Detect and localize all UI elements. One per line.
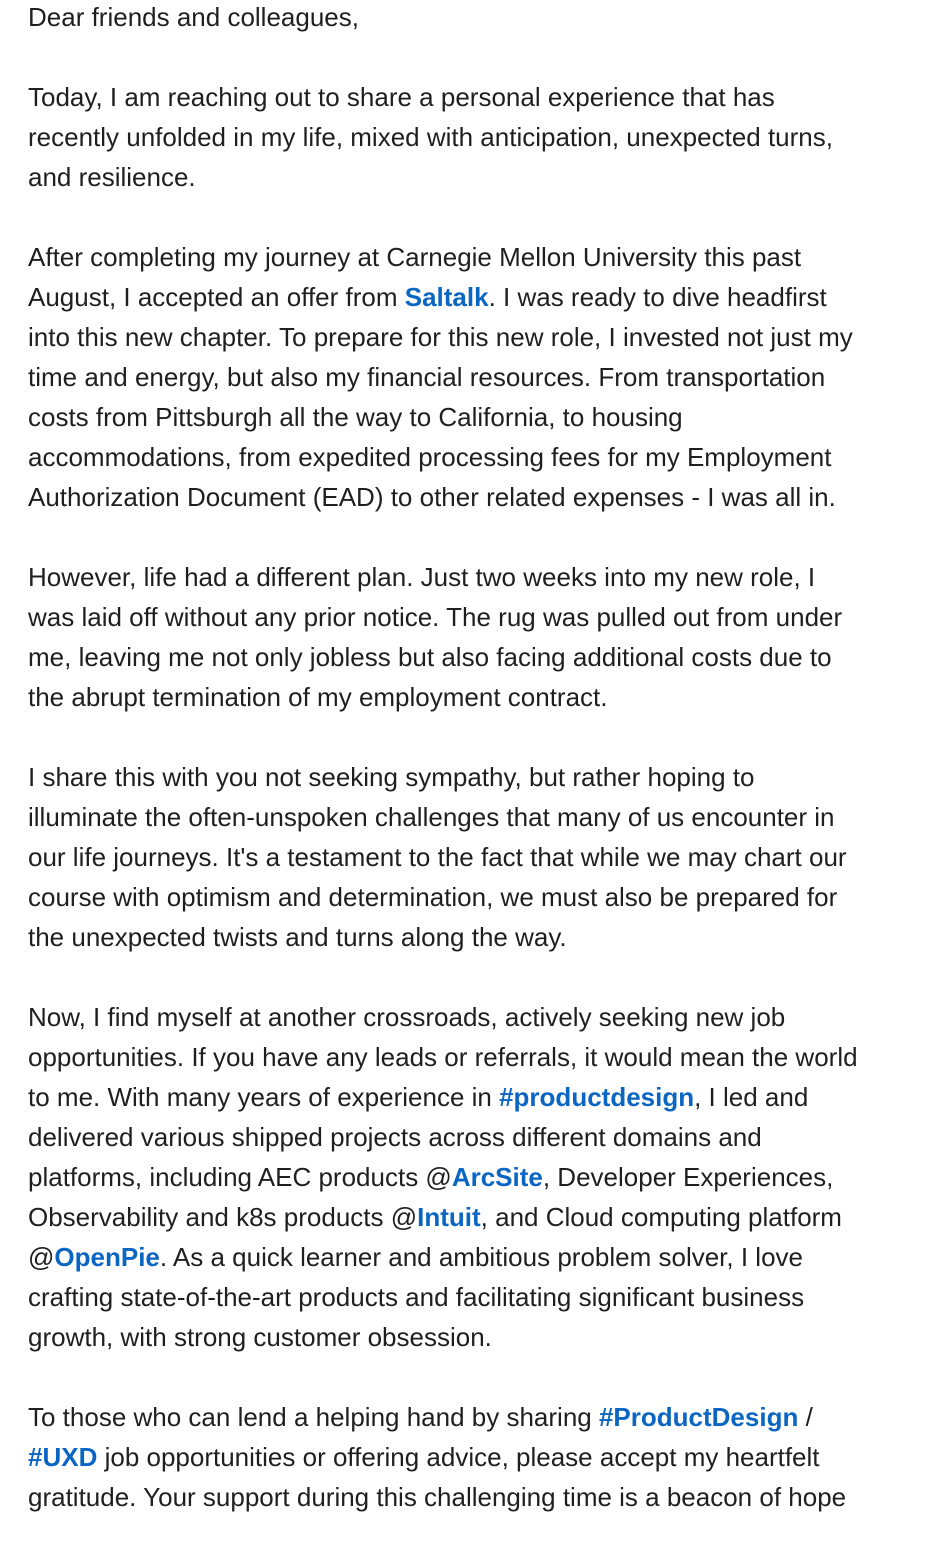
text-line bbox=[28, 1157, 950, 1197]
text-fragment: , Developer Experiences, bbox=[542, 1162, 834, 1192]
text-fragment: , I led and bbox=[694, 1082, 809, 1112]
paragraph-job-seeking bbox=[28, 997, 950, 1357]
hashtag-link-uxd[interactable]: #UXD bbox=[28, 1442, 98, 1472]
text-line: was laid off without any prior notice. The rug was pulled out from under bbox=[28, 602, 843, 632]
paragraph-gratitude bbox=[28, 1397, 950, 1517]
text-line bbox=[28, 1437, 950, 1477]
company-link-intuit[interactable]: Intuit bbox=[417, 1202, 481, 1232]
paragraph-layoff bbox=[28, 557, 950, 717]
text-fragment: Observability and k8s products @ bbox=[28, 1202, 418, 1232]
text-line: I share this with you not seeking sympathy, but rather hoping to bbox=[28, 762, 755, 792]
text-fragment: / bbox=[798, 1402, 813, 1432]
text-line: the abrupt termination of my employment contract. bbox=[28, 682, 608, 712]
text-line: the unexpected twists and turns along the way. bbox=[28, 922, 567, 952]
text-line: Now, I find myself at another crossroads, actively seeking new job bbox=[28, 1002, 786, 1032]
paragraph-intro bbox=[28, 77, 950, 197]
text-line: Authorization Document (EAD) to other related expenses - I was all in. bbox=[28, 482, 836, 512]
text-line: However, life had a different plan. Just two weeks into my new role, I bbox=[28, 562, 816, 592]
text-fragment: , and Cloud computing platform bbox=[480, 1202, 842, 1232]
greeting-line: Dear friends and colleagues, bbox=[28, 2, 359, 32]
text-line bbox=[28, 1077, 950, 1117]
text-line: illuminate the often-unspoken challenges that many of us encounter in bbox=[28, 802, 835, 832]
text-line: gratitude. Your support during this challenging time is a beacon of hope bbox=[28, 1482, 847, 1512]
text-line: recently unfolded in my life, mixed with anticipation, unexpected turns, bbox=[28, 122, 833, 152]
text-line: our life journeys. It's a testament to the fact that while we may chart our bbox=[28, 842, 847, 872]
company-link-arcsite[interactable]: ArcSite bbox=[451, 1162, 543, 1192]
text-line: me, leaving me not only jobless but also facing additional costs due to bbox=[28, 642, 832, 672]
text-fragment: to me. With many years of experience in bbox=[28, 1082, 500, 1112]
text-line bbox=[28, 1397, 950, 1437]
text-fragment: August, I accepted an offer from bbox=[28, 282, 405, 312]
text-line: Today, I am reaching out to share a personal experience that has bbox=[28, 82, 775, 112]
text-fragment: . As a quick learner and ambitious problem solver, I love bbox=[159, 1242, 803, 1272]
text-line bbox=[28, 1237, 950, 1277]
greeting-paragraph bbox=[28, 0, 950, 37]
text-fragment: . I was ready to dive headfirst bbox=[488, 282, 827, 312]
text-fragment: job opportunities or offering advice, please accept my heartfelt bbox=[97, 1442, 820, 1472]
company-link-saltalk[interactable]: Saltalk bbox=[404, 282, 489, 312]
text-line: accommodations, from expedited processing fees for my Employment bbox=[28, 442, 832, 472]
text-line bbox=[28, 277, 950, 317]
text-line: delivered various shipped projects across different domains and bbox=[28, 1122, 762, 1152]
hashtag-link-productdesign[interactable]: #productdesign bbox=[499, 1082, 695, 1112]
paragraph-journey bbox=[28, 237, 950, 517]
text-line: crafting state-of-the-art products and facilitating significant business bbox=[28, 1282, 805, 1312]
hashtag-link-productdesign-2[interactable]: #ProductDesign bbox=[598, 1402, 799, 1432]
text-fragment: platforms, including AEC products @ bbox=[28, 1162, 452, 1192]
text-line: costs from Pittsburgh all the way to California, to housing bbox=[28, 402, 683, 432]
text-fragment: @ bbox=[28, 1242, 55, 1272]
text-line: growth, with strong customer obsession. bbox=[28, 1322, 492, 1352]
company-link-openpie[interactable]: OpenPie bbox=[54, 1242, 160, 1272]
paragraph-reflection bbox=[28, 757, 950, 957]
text-line: course with optimism and determination, we must also be prepared for bbox=[28, 882, 838, 912]
text-line bbox=[28, 1197, 950, 1237]
text-fragment: To those who can lend a helping hand by sharing bbox=[28, 1402, 599, 1432]
text-line: into this new chapter. To prepare for this new role, I invested not just my bbox=[28, 322, 853, 352]
text-line: After completing my journey at Carnegie Mellon University this past bbox=[28, 242, 802, 272]
post-body bbox=[28, 0, 950, 1557]
text-line: time and energy, but also my financial resources. From transportation bbox=[28, 362, 826, 392]
text-line: opportunities. If you have any leads or referrals, it would mean the world bbox=[28, 1042, 858, 1072]
text-line: and resilience. bbox=[28, 162, 196, 192]
